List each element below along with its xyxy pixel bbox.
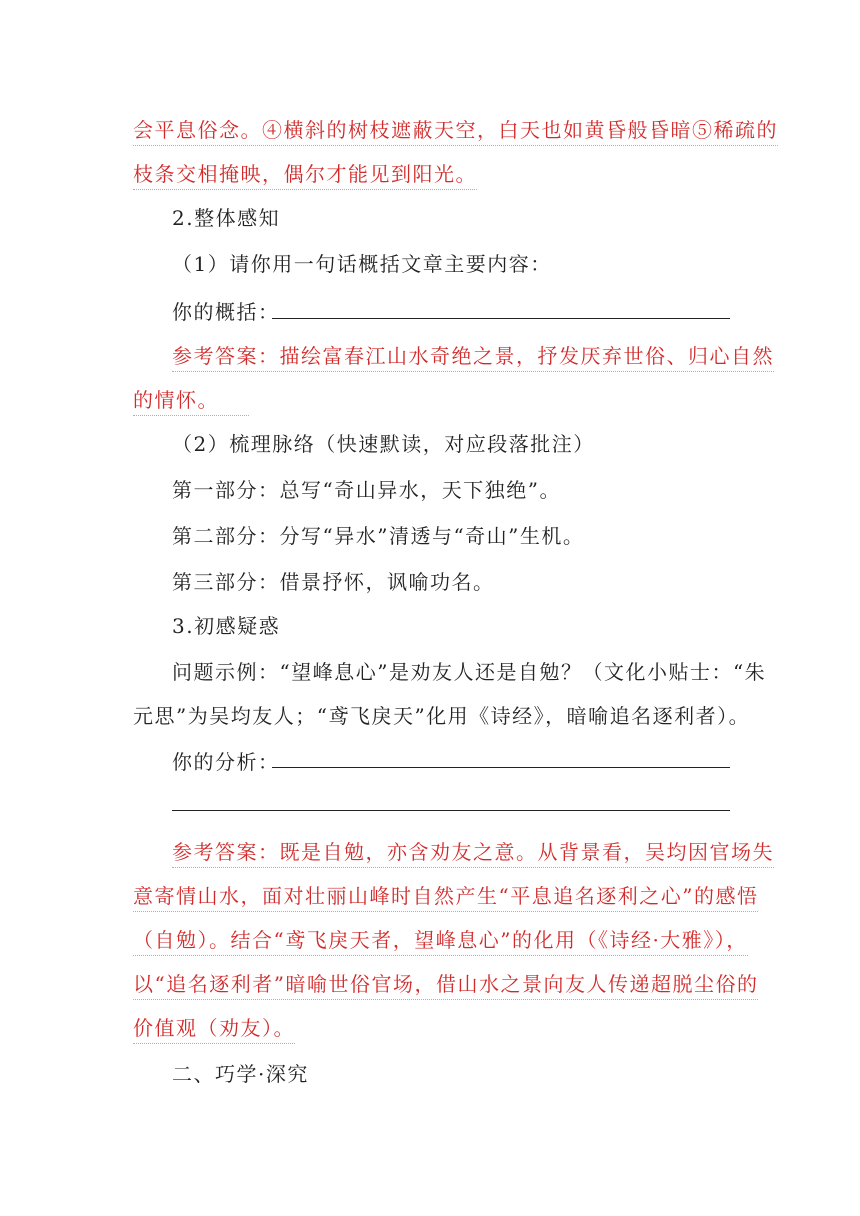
answer-line: 会平息俗念。④横斜的树枝遮蔽天空，白天也如黄昏般昏暗⑤稀疏的 [133, 116, 733, 146]
example-question: 问题示例：“望峰息心”是劝友人还是自勉？（文化小贴士：“朱 [172, 660, 767, 684]
part-three: 第三部分：借景抒怀，讽喻功名。 [172, 570, 495, 594]
answer-line: 参考答案：描绘富春江山水奇绝之景，抒发厌弃世俗、归心自然 [172, 342, 772, 372]
question-summary: （1）请你用一句话概括文章主要内容： [172, 252, 552, 276]
answer-line: 以“追名逐利者”暗喻世俗官场，借山水之景向友人传递超脱尘俗的 [133, 970, 733, 1000]
part-one: 第一部分：总写“奇山异水，天下独绝”。 [172, 478, 561, 502]
section-heading-overall: 2.整体感知 [172, 206, 281, 230]
analysis-label: 你的分析： [172, 750, 280, 774]
answer-line: 参考答案：既是自勉，亦含劝友之意。从背景看，吴均因官场失 [172, 838, 772, 868]
answer-line: 价值观（劝友）。 [133, 1014, 733, 1044]
section-heading-doubts: 3.初感疑惑 [172, 614, 281, 638]
answer-line: 枝条交相掩映，偶尔才能见到阳光。 [133, 160, 733, 190]
answer-line: 意寄情山水，面对壮丽山峰时自然产生“平息追名逐利之心”的感悟 [133, 882, 733, 912]
section-heading-deep-study: 二、巧学·深究 [172, 1062, 309, 1086]
question-structure: （2）梳理脉络（快速默读，对应段落批注） [172, 432, 595, 456]
summary-label: 你的概括： [172, 300, 280, 324]
analysis-blank-line-2[interactable] [172, 810, 730, 811]
analysis-blank-line[interactable] [272, 767, 730, 768]
summary-blank-line[interactable] [272, 318, 730, 319]
answer-line: （自勉）。结合“鸢飞戾天者，望峰息心”的化用（《诗经·大雅》）， [133, 926, 733, 956]
example-question-cont: 元思”为吴均友人；“鸢飞戾天”化用《诗经》，暗喻追名逐利者）。 [133, 704, 751, 728]
part-two: 第二部分：分写“异水”清透与“奇山”生机。 [172, 524, 585, 548]
answer-line: 的情怀。 [133, 386, 733, 416]
